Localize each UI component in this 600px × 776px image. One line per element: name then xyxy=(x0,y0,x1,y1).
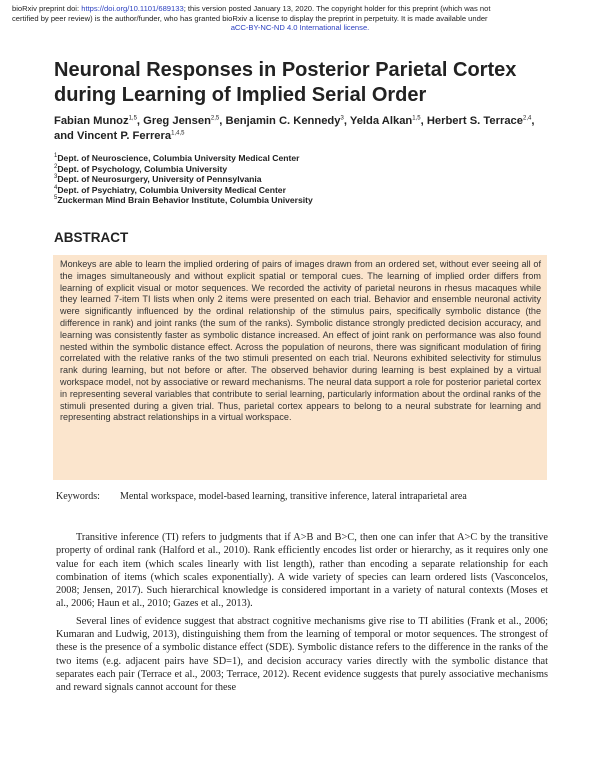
author-affil-sup: 3 xyxy=(340,115,344,122)
author-connector: and xyxy=(54,130,74,142)
author-name: Benjamin C. Kennedy xyxy=(225,115,341,127)
affiliation-item: $^1$Dept. of Neuroscience, Columbia University Medical Center xyxy=(54,153,300,163)
affiliation-list xyxy=(54,153,554,206)
preprint-notice xyxy=(12,4,588,33)
author-name: Fabian Munoz xyxy=(54,115,129,127)
body-paragraph: Transitive inference (TI) refers to judgments that if A>B and B>C, then one can infer that A>C by the transitive property of ordinal rank (Halford et al., 2010). Rank efficiently encodes list order or hierarchy, as it requires only one value for each item (which scales linearly with list length), rather than encoding a separate relationship for each combination of items (which scales exponentially). A wide variety of species can learn ordered lists (Vasconcelos, 2008; Jensen, 2017). Such hierarchical knowledge is considered important in a variety of natural contexts (Moses et al., 2006; Haun et al., 2010; Gazes et al., 2013). xyxy=(56,532,548,610)
body-text xyxy=(56,531,548,699)
affiliation-item: $^2$Dept. of Psychology, Columbia University xyxy=(54,163,228,174)
affiliation-item: $^4$Dept. of Psychiatry, Columbia University Medical Center xyxy=(54,184,286,195)
abstract-heading: ABSTRACT xyxy=(54,230,129,245)
notice-line-1: bioRxiv preprint doi: https://doi.org/10.1101/689133; this version posted January 13, 2020. The copyright holder for this preprint (which was not xyxy=(12,4,491,13)
doi-link[interactable]: https://doi.org/10.1101/689133 xyxy=(81,4,184,13)
keywords-label: Keywords: xyxy=(56,491,100,502)
author-name: Vincent P. Ferrera xyxy=(77,130,172,142)
author-name: Greg Jensen xyxy=(143,115,211,127)
keywords-list: Mental workspace, model-based learning, transitive inference, lateral intraparietal area xyxy=(120,491,467,502)
author-name: Yelda Alkan xyxy=(349,115,413,127)
abstract-box xyxy=(53,255,547,480)
affiliation-item: $^5$Zuckerman Mind Brain Behavior Institute, Columbia University xyxy=(54,195,313,206)
author-affil-sup: 1,5 xyxy=(412,115,421,122)
affiliation-item: $^3$Dept. of Neurosurgery, University of Pennsylvania xyxy=(54,174,262,185)
license-link[interactable]: aCC-BY-NC-ND 4.0 International license. xyxy=(230,23,370,32)
author-name: Herbert S. Terrace xyxy=(426,115,523,127)
author-affil-sup: 1,4,5 xyxy=(171,130,185,137)
body-paragraph: Several lines of evidence suggest that abstract cognitive mechanisms give rise to TI abilities (Frank et al., 2006; Kumaran and Ludwig, 2013), distinguishing them from the learning of temporal or motor sequences. The strongest of these is the presence of a symbolic distance effect (SDE). Symbolic distance refers to the difference in the ranks of the two items (e.g. adjacent pairs have SD=1), and decision accuracy varies directly with the symbolic distance that separates each pair (Terrace et al., 2003; Terrace, 2012). Recent evidence suggests that purely associative mechanisms and reward signals cannot account for these xyxy=(56,615,548,694)
author-affil-sup: 2,5 xyxy=(210,115,220,122)
paper-title: Neuronal Responses in Posterior Parietal Cortex during Learning of Implied Serial Order xyxy=(54,59,517,106)
author-affil-sup: 2,4 xyxy=(523,115,532,122)
keywords-line xyxy=(56,491,556,503)
notice-line-2: certified by peer review) is the author/funder, who has granted bioRxiv a license to display the preprint in perpetuity. It is made available under xyxy=(12,13,488,23)
abstract-text: Monkeys are able to learn the implied ordering of pairs of images drawn from an ordered set, without ever seeing all of the images simultaneously and without explicit spatial or temporal cues. The learning of implied order differs from learning of explicit visual or motor sequences. We recorded the activity of parietal neurons in rhesus macaques while they learned 7-item TI lists when only 2 items were presented on each trial. Behavior and ensemble neuronal activity were significantly influenced by the ordinal relationship of the stimulus pairs, specifically symbolic distance (the difference in rank) and joint ranks (the sum of the ranks). Symbolic distance strongly predicted decision accuracy, and learning was consistently faster as symbolic distance increased. An effect of joint rank on performance was also found nested within the symbolic distance effect. Across the population of neurons, there was significant modulation of firing correlated with the relative ranks of the two stimuli presented on each trial. Neurons exhibited selectivity for stimulus rank during learning, but not before or after. The observed behavior during learning is best explained by a virtual workspace model, not by associative or reward mechanisms. The neural data support a role for posterior parietal cortex in representing several variables that contribute to serial learning, particularly information about the ordinal ranks of the stimuli presented during a given trial. Thus, parietal cortex appears to belong to a neural substrate for learning and representing abstract relationships in a virtual workspace. xyxy=(60,259,541,423)
author-affil-sup: 1,5 xyxy=(128,115,137,122)
author-list: Fabian Munoz$^{1,5}$, Greg Jensen$^{2,5}$, Benjamin C. Kennedy$^3$, Yelda Alkan$^{1,5}$, Herbert S. Terrace$^{2,4}$, and Vincent P. Ferrera$^{1,4,5}$ xyxy=(54,115,535,142)
